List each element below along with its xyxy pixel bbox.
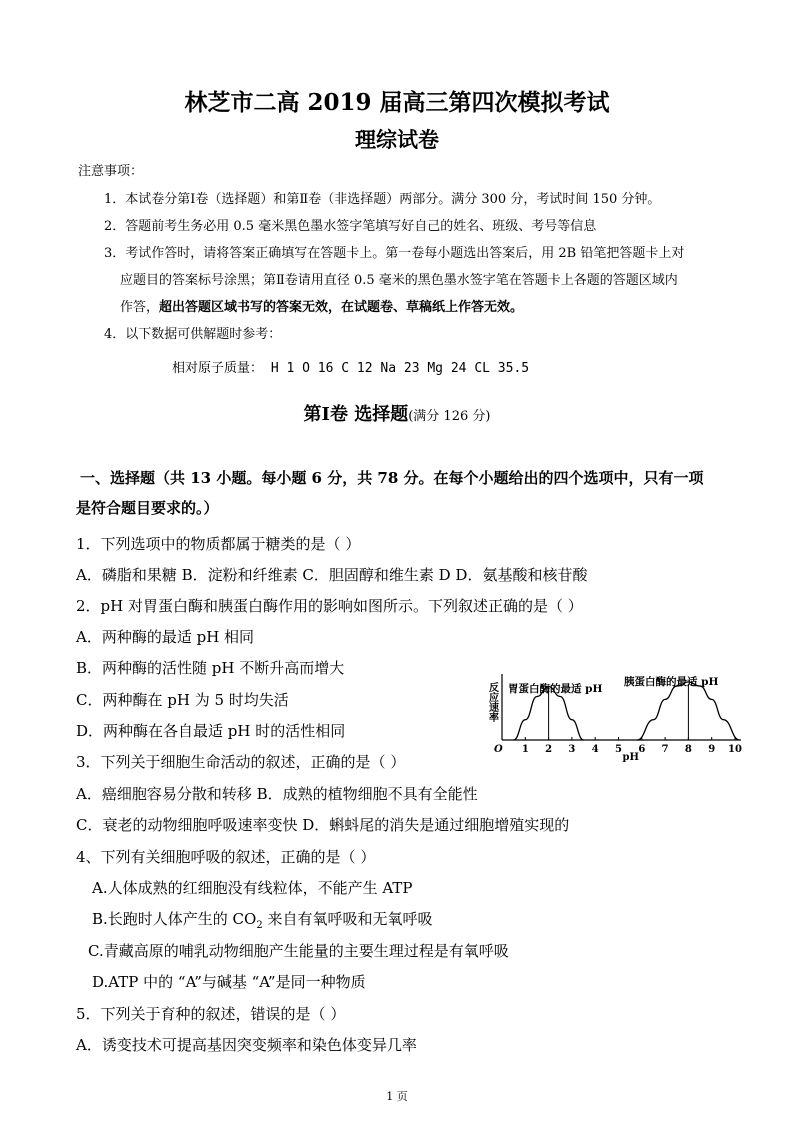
x-tick-label: 2 (545, 744, 553, 755)
x-tick-label: 8 (684, 744, 692, 755)
exam-subtitle: 理综试卷 (355, 127, 439, 152)
ph-enzyme-chart (478, 668, 748, 768)
x-tick-label: 1 (521, 744, 529, 755)
question-4-option-c: C.青藏高原的哺乳动物细胞产生能量的主要生理过程是有氧呼吸 (88, 942, 509, 960)
x-tick-label: 7 (661, 744, 669, 755)
notice-heading: 注意事项： (78, 164, 144, 179)
notice-item-2: 2．答题前考生务必用 0.5 毫米黑色墨水签字笔填写好自己的姓名、班级、考号等信息 (104, 219, 597, 234)
instructions-line-2: 是符合题目要求的。） (76, 499, 219, 517)
x-axis-label: pH (622, 752, 639, 763)
notice-item-3-tail-start: 作答， (120, 300, 160, 315)
question-3-options-cd: C．衰老的动物细胞呼吸速率变快 D．蝌蚪尾的消失是通过细胞增殖实现的 (76, 816, 570, 834)
exam-title: 林芝市二高 2019 届高三第四次模拟考试 (184, 89, 610, 116)
question-2-option-d: D．两种酶在各自最适 pH 时的活性相同 (76, 722, 346, 740)
x-tick-label: 5 (615, 744, 622, 755)
question-4-option-d: D.ATP 中的 “A”与碱基 “A”是同一种物质 (92, 973, 366, 991)
co2-subscript: 2 (256, 920, 263, 931)
notice-item-3: 3．考试作答时，请将答案正确填写在答题卡上。第一卷每小题选出答案后，用 2B 铅笔把答题卡上对 (104, 246, 685, 261)
page-number: 1 页 (386, 1090, 408, 1103)
question-1-options: A．磷脂和果糖 B．淀粉和纤维素 C．胆固醇和维生素 D D．氨基酸和核苷酸 (76, 566, 588, 584)
x-tick-label: 6 (638, 744, 646, 755)
question-2-option-a: A．两种酶的最适 pH 相同 (76, 628, 255, 646)
series-label-pepsin: 胃蛋白酶的最适 pH (508, 683, 603, 695)
y-axis-label: 反应速率 (486, 682, 498, 722)
question-2-option-b: B．两种酶的活性随 pH 不断升高而增大 (76, 659, 345, 677)
question-5: 5．下列关于育种的叙述，错误的是（ ） (76, 1005, 346, 1023)
series-label-trypsin: 胰蛋白酶的最适 pH (624, 676, 719, 688)
notice-item-1: 1．本试卷分第Ⅰ卷（选择题）和第Ⅱ卷（非选择题）两部分。满分 300 分，考试时间 150 分钟。 (104, 192, 661, 207)
atomic-mass-line: 相对原子质量： H 1 O 16 C 12 Na 23 Mg 24 CL 35.5 (172, 361, 530, 376)
x-tick-label: 4 (591, 744, 599, 755)
x-tick-label: 3 (568, 744, 576, 755)
question-4-option-b-start: B.长跑时人体产生的 CO (92, 910, 257, 928)
section-title-text: 第Ⅰ卷 选择题 (303, 404, 409, 425)
notice-item-4: 4．以下数据可供解题时参考： (104, 327, 282, 342)
origin-label: O (494, 744, 503, 755)
notice-warning: 超出答题区域书写的答案无效，在试题卷、草稿纸上作答无效。 (159, 300, 524, 315)
question-4-option-b-end: 来自有氧呼吸和无氧呼吸 (262, 910, 433, 928)
question-1: 1．下列选项中的物质都属于糖类的是（ ） (76, 535, 361, 553)
x-tick-label: 10 (728, 744, 742, 755)
notice-item-3-cont: 应题目的答案标号涂黑；第Ⅱ卷请用直径 0.5 毫米的黑色墨水签字笔在答题卡上各题的答题区域内 (120, 273, 678, 288)
question-4-option-a: A.人体成熟的红细胞没有线粒体，不能产生 ATP (92, 879, 413, 897)
question-3: 3．下列关于细胞生命活动的叙述，正确的是（ ） (76, 753, 406, 771)
notice-item-3-tail (120, 296, 523, 315)
question-4-option-b (92, 908, 433, 931)
question-2-option-c: C．两种酶在 pH 为 5 时均失活 (76, 691, 289, 709)
question-2: 2．pH 对胃蛋白酶和胰蛋白酶作用的影响如图所示。下列叙述正确的是（ ） (76, 597, 583, 615)
x-tick-label: 9 (708, 744, 716, 755)
instructions-line-1: 一、选择题（共 13 小题。每小题 6 分，共 78 分。在每个小题给出的四个选项中，只有一项 (80, 469, 704, 487)
section-score-note: (满分 126 分) (408, 409, 491, 424)
question-3-options-ab: A．癌细胞容易分散和转移 B．成熟的植物细胞不具有全能性 (76, 785, 478, 803)
question-5-option-a: A．诱变技术可提高基因突变频率和染色体变异几率 (76, 1036, 417, 1054)
question-4: 4、下列有关细胞呼吸的叙述，正确的是（ ） (76, 848, 376, 866)
section-title (0, 400, 794, 426)
